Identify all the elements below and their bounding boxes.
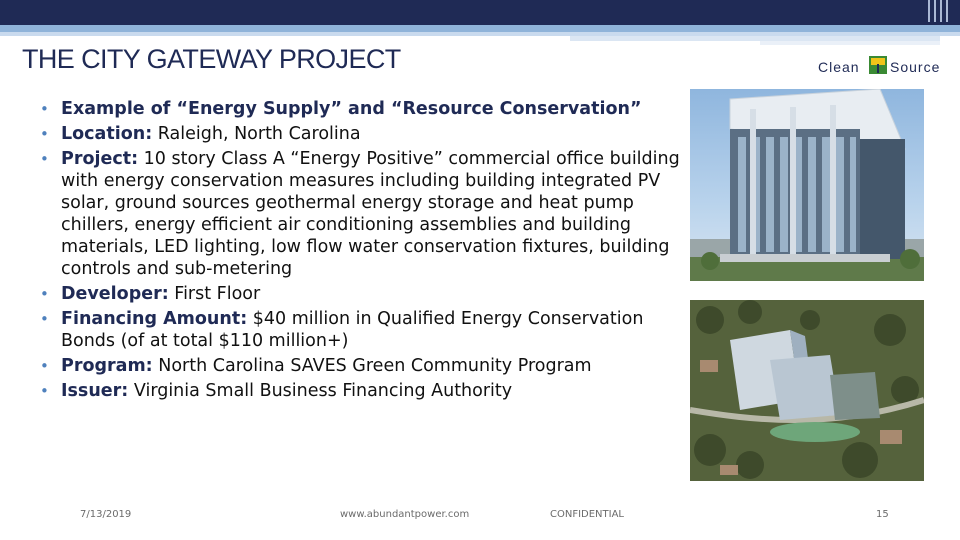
bullet-label: Financing Amount: [61, 309, 248, 329]
bullet-financing [40, 308, 680, 352]
bullet-label: Issuer: [61, 381, 129, 401]
clean-source-logo [818, 56, 953, 78]
header-line [934, 0, 936, 22]
header-bar [0, 0, 960, 25]
footer-page-number: 15 [876, 509, 889, 520]
bullet-project [40, 148, 680, 280]
bullet-list [40, 98, 680, 405]
bullet-text: First Floor [168, 284, 261, 304]
aerial-view-image [690, 300, 924, 481]
bullet-location [40, 123, 680, 145]
footer-confidential: CONFIDENTIAL [550, 509, 625, 520]
header-line [946, 0, 948, 22]
bullet-developer [40, 283, 680, 305]
bullet-program [40, 355, 680, 377]
bullet-label: Location: [61, 124, 153, 144]
building-rendering-drawing [690, 89, 924, 281]
bullet-example [40, 98, 680, 120]
header-stripe-accent-2 [760, 41, 940, 45]
clean-source-logo-mark-icon [869, 56, 887, 74]
bullet-label: Developer: [61, 284, 169, 304]
building-rendering-image [690, 89, 924, 281]
logo-word-clean: Clean [818, 59, 860, 75]
logo-word-source: Source [890, 59, 941, 75]
header-stripe [0, 25, 960, 32]
bullet-text: North Carolina SAVES Green Community Program [152, 356, 592, 376]
aerial-view-drawing [690, 300, 924, 481]
bullet-text: $40 million in Qualified Energy Conservation Bonds (of at total $110 million+) [61, 309, 644, 351]
bullet-issuer [40, 380, 680, 402]
bullet-label: Example of “Energy Supply” and “Resource Conservation” [61, 99, 642, 119]
bullet-label: Project: [61, 149, 139, 169]
bullet-text: 10 story Class A “Energy Positive” commercial office building with energy conservation measures including building integrated PV solar, ground sources geothermal energy storage and heat pump chillers, energy efficient air conditioning assemblies and building materials, LED lighting, low flow water conservation fixtures, building controls and sub-metering [61, 149, 680, 279]
bullet-text: Raleigh, North Carolina [152, 124, 361, 144]
footer-url: www.abundantpower.com [340, 509, 470, 520]
header-line [940, 0, 942, 22]
bullet-text: Virginia Small Business Financing Authority [128, 381, 513, 401]
footer-date: 7/13/2019 [80, 509, 132, 520]
header-line [928, 0, 930, 22]
bullet-label: Program: [61, 356, 153, 376]
slide-title: THE CITY GATEWAY PROJECT [22, 44, 401, 74]
